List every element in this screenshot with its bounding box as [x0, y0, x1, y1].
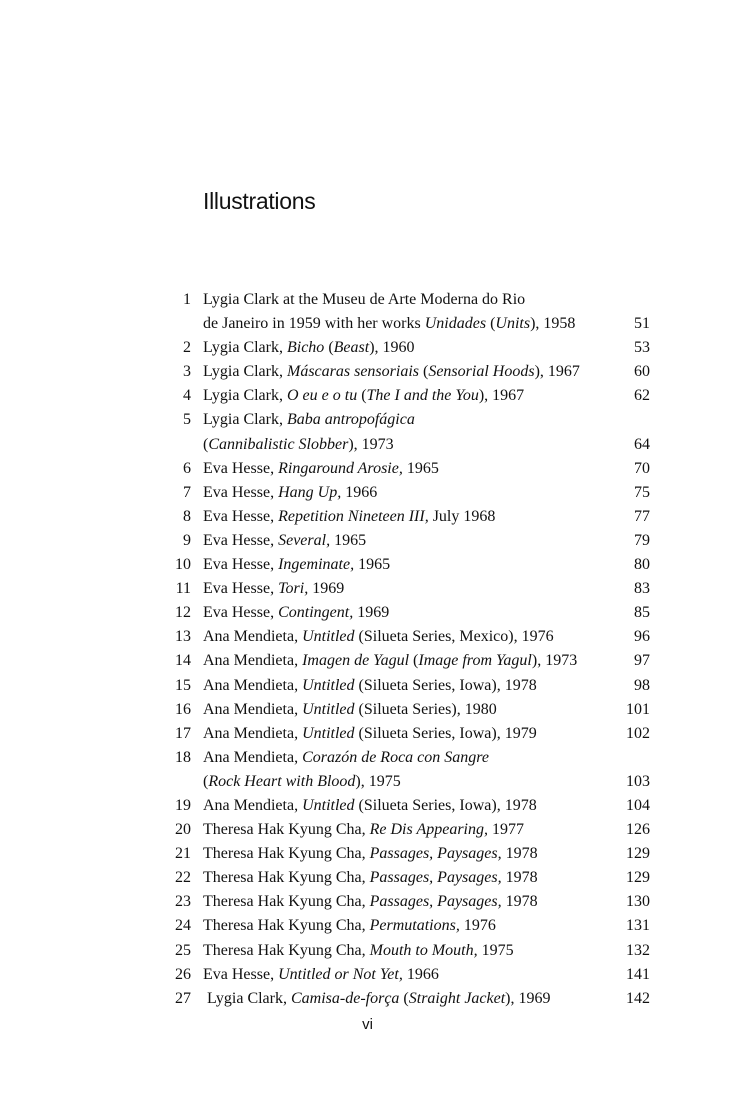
description-line [203, 553, 602, 577]
entry-number: 13 [175, 628, 191, 646]
text-run: Ana Mendieta, [203, 676, 303, 694]
italic-title: Repetition Nineteen III, [278, 507, 429, 525]
italic-title: Beast [333, 339, 370, 357]
description-line [203, 408, 602, 432]
text-run: 1966 [402, 965, 439, 983]
entry-description [203, 722, 602, 746]
page-heading: Illustrations [203, 188, 316, 214]
illustrations-list [160, 288, 650, 1011]
description-line [203, 505, 602, 529]
text-run: Theresa Hak Kyung Cha, [203, 893, 370, 911]
text-run: July 1968 [428, 507, 496, 525]
entry-description [203, 360, 602, 384]
description-line [203, 674, 602, 698]
text-run: ), 1975 [355, 772, 401, 790]
list-item [160, 577, 650, 601]
entry-description [203, 987, 602, 1011]
entry-description [203, 457, 602, 481]
list-item [160, 529, 650, 553]
entry-page-number: 51 [634, 315, 650, 333]
italic-title: Tori, [278, 580, 309, 598]
italic-title: Untitled [302, 628, 355, 646]
entry-number: 8 [183, 507, 191, 525]
list-item [160, 914, 650, 938]
text-run: 1969 [353, 604, 390, 622]
list-item [160, 360, 650, 384]
description-line [203, 529, 602, 553]
text-run: ), 1967 [478, 387, 525, 405]
list-item [160, 818, 650, 842]
text-run: Ana Mendieta, [203, 796, 303, 814]
text-run: Theresa Hak Kyung Cha, [203, 821, 370, 839]
text-run: 1965 [402, 459, 439, 477]
italic-title: Rock Heart with Blood [208, 772, 356, 790]
entry-description [203, 866, 602, 890]
list-item [160, 674, 650, 698]
description-line [203, 457, 602, 481]
italic-title: Cannibalistic Slobber [208, 435, 349, 453]
text-run: ( [324, 339, 334, 357]
description-line [203, 360, 602, 384]
entry-description [203, 842, 602, 866]
italic-title: Untitled [302, 796, 355, 814]
text-run: 1969 [308, 580, 345, 598]
italic-title: Máscaras sensoriais [286, 363, 419, 381]
entry-page-number: 77 [634, 507, 650, 525]
italic-title: Camisa-de-força [290, 989, 400, 1007]
entry-page-number: 129 [626, 845, 650, 863]
description-line [203, 939, 602, 963]
entry-page-number: 79 [634, 531, 650, 549]
text-run: (Silueta Series, Mexico), 1976 [354, 628, 554, 646]
text-run: (Silueta Series, Iowa), 1979 [354, 724, 537, 742]
description-line [203, 698, 602, 722]
entry-page-number: 64 [634, 435, 650, 453]
description-line [203, 433, 602, 457]
entry-number: 7 [183, 483, 191, 501]
text-run: ( [399, 989, 409, 1007]
entry-page-number: 132 [626, 941, 650, 959]
entry-number: 10 [175, 556, 191, 574]
entry-number: 14 [175, 652, 191, 670]
italic-title: Units [495, 315, 531, 333]
text-run: ), 1960 [369, 339, 415, 357]
italic-title: Passages, Paysages, [369, 845, 502, 863]
entry-number: 25 [175, 941, 191, 959]
text-run: Ana Mendieta, [203, 628, 303, 646]
list-item [160, 890, 650, 914]
entry-description [203, 288, 602, 336]
entry-page-number: 70 [634, 459, 650, 477]
list-item [160, 553, 650, 577]
entry-page-number: 103 [626, 772, 650, 790]
list-item [160, 336, 650, 360]
list-item [160, 625, 650, 649]
text-run: ), 1969 [505, 989, 551, 1007]
italic-title: Sensorial Hoods [428, 363, 535, 381]
entry-page-number: 142 [626, 989, 650, 1007]
italic-title: Contingent, [278, 604, 354, 622]
entry-number: 17 [175, 724, 191, 742]
description-line [203, 963, 602, 987]
entry-page-number: 75 [634, 483, 650, 501]
list-item [160, 722, 650, 746]
text-run: (Silueta Series, Iowa), 1978 [354, 676, 537, 694]
entry-number: 3 [183, 363, 191, 381]
entry-page-number: 60 [634, 363, 650, 381]
description-line [203, 312, 602, 336]
entry-description [203, 384, 602, 408]
list-item [160, 481, 650, 505]
text-run: Eva Hesse, [203, 483, 279, 501]
italic-title: Unidades [424, 315, 487, 333]
entry-number: 22 [175, 869, 191, 887]
italic-title: Untitled [302, 700, 355, 718]
entry-description [203, 649, 602, 673]
text-run: ( [419, 363, 429, 381]
entry-description [203, 408, 602, 456]
entry-page-number: 85 [634, 604, 650, 622]
entry-page-number: 131 [626, 917, 650, 935]
description-line [203, 987, 602, 1011]
italic-title: Ringaround Arosie, [278, 459, 403, 477]
entry-description [203, 746, 602, 794]
text-run: ), 1958 [530, 315, 576, 333]
italic-title: Image from Yagul [418, 652, 532, 670]
italic-title: Corazón de Roca con Sangre [302, 748, 490, 766]
description-line [203, 288, 602, 312]
description-line [203, 481, 602, 505]
description-line [203, 770, 602, 794]
entry-description [203, 336, 602, 360]
text-run: Ana Mendieta, [203, 748, 303, 766]
text-run: Ana Mendieta, [203, 652, 303, 670]
text-run: Ana Mendieta, [203, 700, 303, 718]
italic-title: Ingeminate, [278, 556, 355, 574]
entry-number: 5 [183, 411, 191, 429]
list-item [160, 408, 650, 456]
entry-number: 9 [183, 531, 191, 549]
entry-number: 2 [183, 339, 191, 357]
entry-page-number: 62 [634, 387, 650, 405]
italic-title: The I and the You [366, 387, 479, 405]
text-run: ( [203, 435, 209, 453]
text-run: 1965 [330, 531, 367, 549]
entry-number: 24 [175, 917, 191, 935]
italic-title: Permutations, [369, 917, 460, 935]
description-line [203, 649, 602, 673]
italic-title: Passages, Paysages, [369, 869, 502, 887]
entry-page-number: 97 [634, 652, 650, 670]
entry-description [203, 674, 602, 698]
text-run: (Silueta Series, Iowa), 1978 [354, 796, 537, 814]
italic-title: O eu e o tu [286, 387, 358, 405]
text-run: Lygia Clark at the Museu de Arte Moderna do Rio [203, 291, 526, 308]
entry-number: 12 [175, 604, 191, 622]
description-line [203, 722, 602, 746]
list-item [160, 288, 650, 336]
text-run: 1965 [354, 556, 391, 574]
entry-page-number: 130 [626, 893, 650, 911]
entry-number: 21 [175, 845, 191, 863]
entry-number: 19 [175, 796, 191, 814]
description-line [203, 625, 602, 649]
entry-page-number: 104 [626, 796, 650, 814]
italic-title: Re Dis Appearing, [369, 821, 488, 839]
entry-page-number: 102 [626, 724, 650, 742]
text-run: (Silueta Series), 1980 [354, 700, 497, 718]
entry-page-number: 129 [626, 869, 650, 887]
description-line [203, 914, 602, 938]
description-line [203, 384, 602, 408]
text-run: Theresa Hak Kyung Cha, [203, 845, 370, 863]
entry-description [203, 890, 602, 914]
entry-number: 4 [183, 387, 191, 405]
list-item [160, 384, 650, 408]
text-run: Theresa Hak Kyung Cha, [203, 869, 370, 887]
description-line [203, 818, 602, 842]
text-run: ), 1973 [531, 652, 578, 670]
text-run: Theresa Hak Kyung Cha, [203, 941, 370, 959]
text-run: ( [203, 772, 209, 790]
entry-description [203, 963, 602, 987]
text-run: 1966 [341, 483, 378, 501]
text-run: 1976 [459, 917, 496, 935]
text-run: ), 1973 [348, 435, 394, 453]
entry-description [203, 601, 602, 625]
italic-title: Untitled or Not Yet, [278, 965, 403, 983]
entry-number: 1 [183, 291, 191, 308]
entry-description [203, 481, 602, 505]
text-run: Eva Hesse, [203, 580, 279, 598]
text-run: 1978 [501, 869, 538, 887]
entry-number: 20 [175, 821, 191, 839]
text-run: Lygia Clark, [203, 339, 287, 357]
description-line [203, 601, 602, 625]
entry-number: 27 [175, 989, 191, 1007]
entry-number: 6 [183, 459, 191, 477]
text-run: Eva Hesse, [203, 556, 279, 574]
text-run: ( [357, 387, 367, 405]
entry-number: 18 [175, 748, 191, 766]
italic-title: Mouth to Mouth, [369, 941, 478, 959]
entry-page-number: 83 [634, 580, 650, 598]
description-line [203, 336, 602, 360]
list-item [160, 698, 650, 722]
list-item [160, 649, 650, 673]
description-line [203, 890, 602, 914]
italic-title: Hang Up, [278, 483, 342, 501]
text-run: 1977 [487, 821, 524, 839]
text-run: ), 1967 [534, 363, 580, 381]
entry-page-number: 141 [626, 965, 650, 983]
text-run: Theresa Hak Kyung Cha, [203, 917, 370, 935]
text-run: Lygia Clark, [203, 989, 291, 1007]
description-line [203, 577, 602, 601]
italic-title: Bicho [286, 339, 325, 357]
entry-page-number: 98 [634, 676, 650, 694]
italic-title: Baba antropofágica [286, 411, 415, 429]
entry-description [203, 577, 602, 601]
italic-title: Untitled [302, 676, 355, 694]
entry-number: 16 [175, 700, 191, 718]
entry-page-number: 96 [634, 628, 650, 646]
entry-number: 11 [175, 580, 191, 598]
list-item [160, 601, 650, 625]
text-run: de Janeiro in 1959 with her works [203, 315, 425, 333]
entry-description [203, 505, 602, 529]
entry-page-number: 101 [626, 700, 650, 718]
italic-title: Straight Jacket [408, 989, 506, 1007]
list-item [160, 963, 650, 987]
description-line [203, 866, 602, 890]
list-item [160, 939, 650, 963]
text-run: Eva Hesse, [203, 531, 279, 549]
list-item [160, 457, 650, 481]
text-run: Eva Hesse, [203, 507, 279, 525]
entry-description [203, 794, 602, 818]
entry-description [203, 529, 602, 553]
text-run: 1975 [477, 941, 514, 959]
list-item [160, 866, 650, 890]
text-run: Lygia Clark, [203, 411, 287, 429]
description-line [203, 842, 602, 866]
entry-description [203, 625, 602, 649]
text-run: ( [409, 652, 419, 670]
text-run: Lygia Clark, [203, 387, 287, 405]
entry-number: 23 [175, 893, 191, 911]
entry-description [203, 914, 602, 938]
entry-page-number: 126 [626, 821, 650, 839]
entry-description [203, 553, 602, 577]
text-run: Ana Mendieta, [203, 724, 303, 742]
entry-page-number: 53 [634, 339, 650, 357]
entry-description [203, 939, 602, 963]
description-line [203, 794, 602, 818]
page-number: vi [362, 1016, 373, 1033]
text-run: 1978 [501, 845, 538, 863]
italic-title: Untitled [302, 724, 355, 742]
text-run: 1978 [501, 893, 538, 911]
entry-number: 15 [175, 676, 191, 694]
list-item [160, 842, 650, 866]
list-item [160, 987, 650, 1011]
italic-title: Imagen de Yagul [302, 652, 410, 670]
list-item [160, 746, 650, 794]
text-run: Eva Hesse, [203, 604, 279, 622]
italic-title: Passages, Paysages, [369, 893, 502, 911]
entry-description [203, 698, 602, 722]
text-run: Eva Hesse, [203, 965, 279, 983]
list-item [160, 505, 650, 529]
description-line [203, 746, 602, 770]
text-run: ( [486, 315, 496, 333]
text-run: Lygia Clark, [203, 363, 287, 381]
italic-title: Several, [278, 531, 331, 549]
text-run: Eva Hesse, [203, 459, 279, 477]
entry-page-number: 80 [634, 556, 650, 574]
entry-description [203, 818, 602, 842]
list-item [160, 794, 650, 818]
entry-number: 26 [175, 965, 191, 983]
